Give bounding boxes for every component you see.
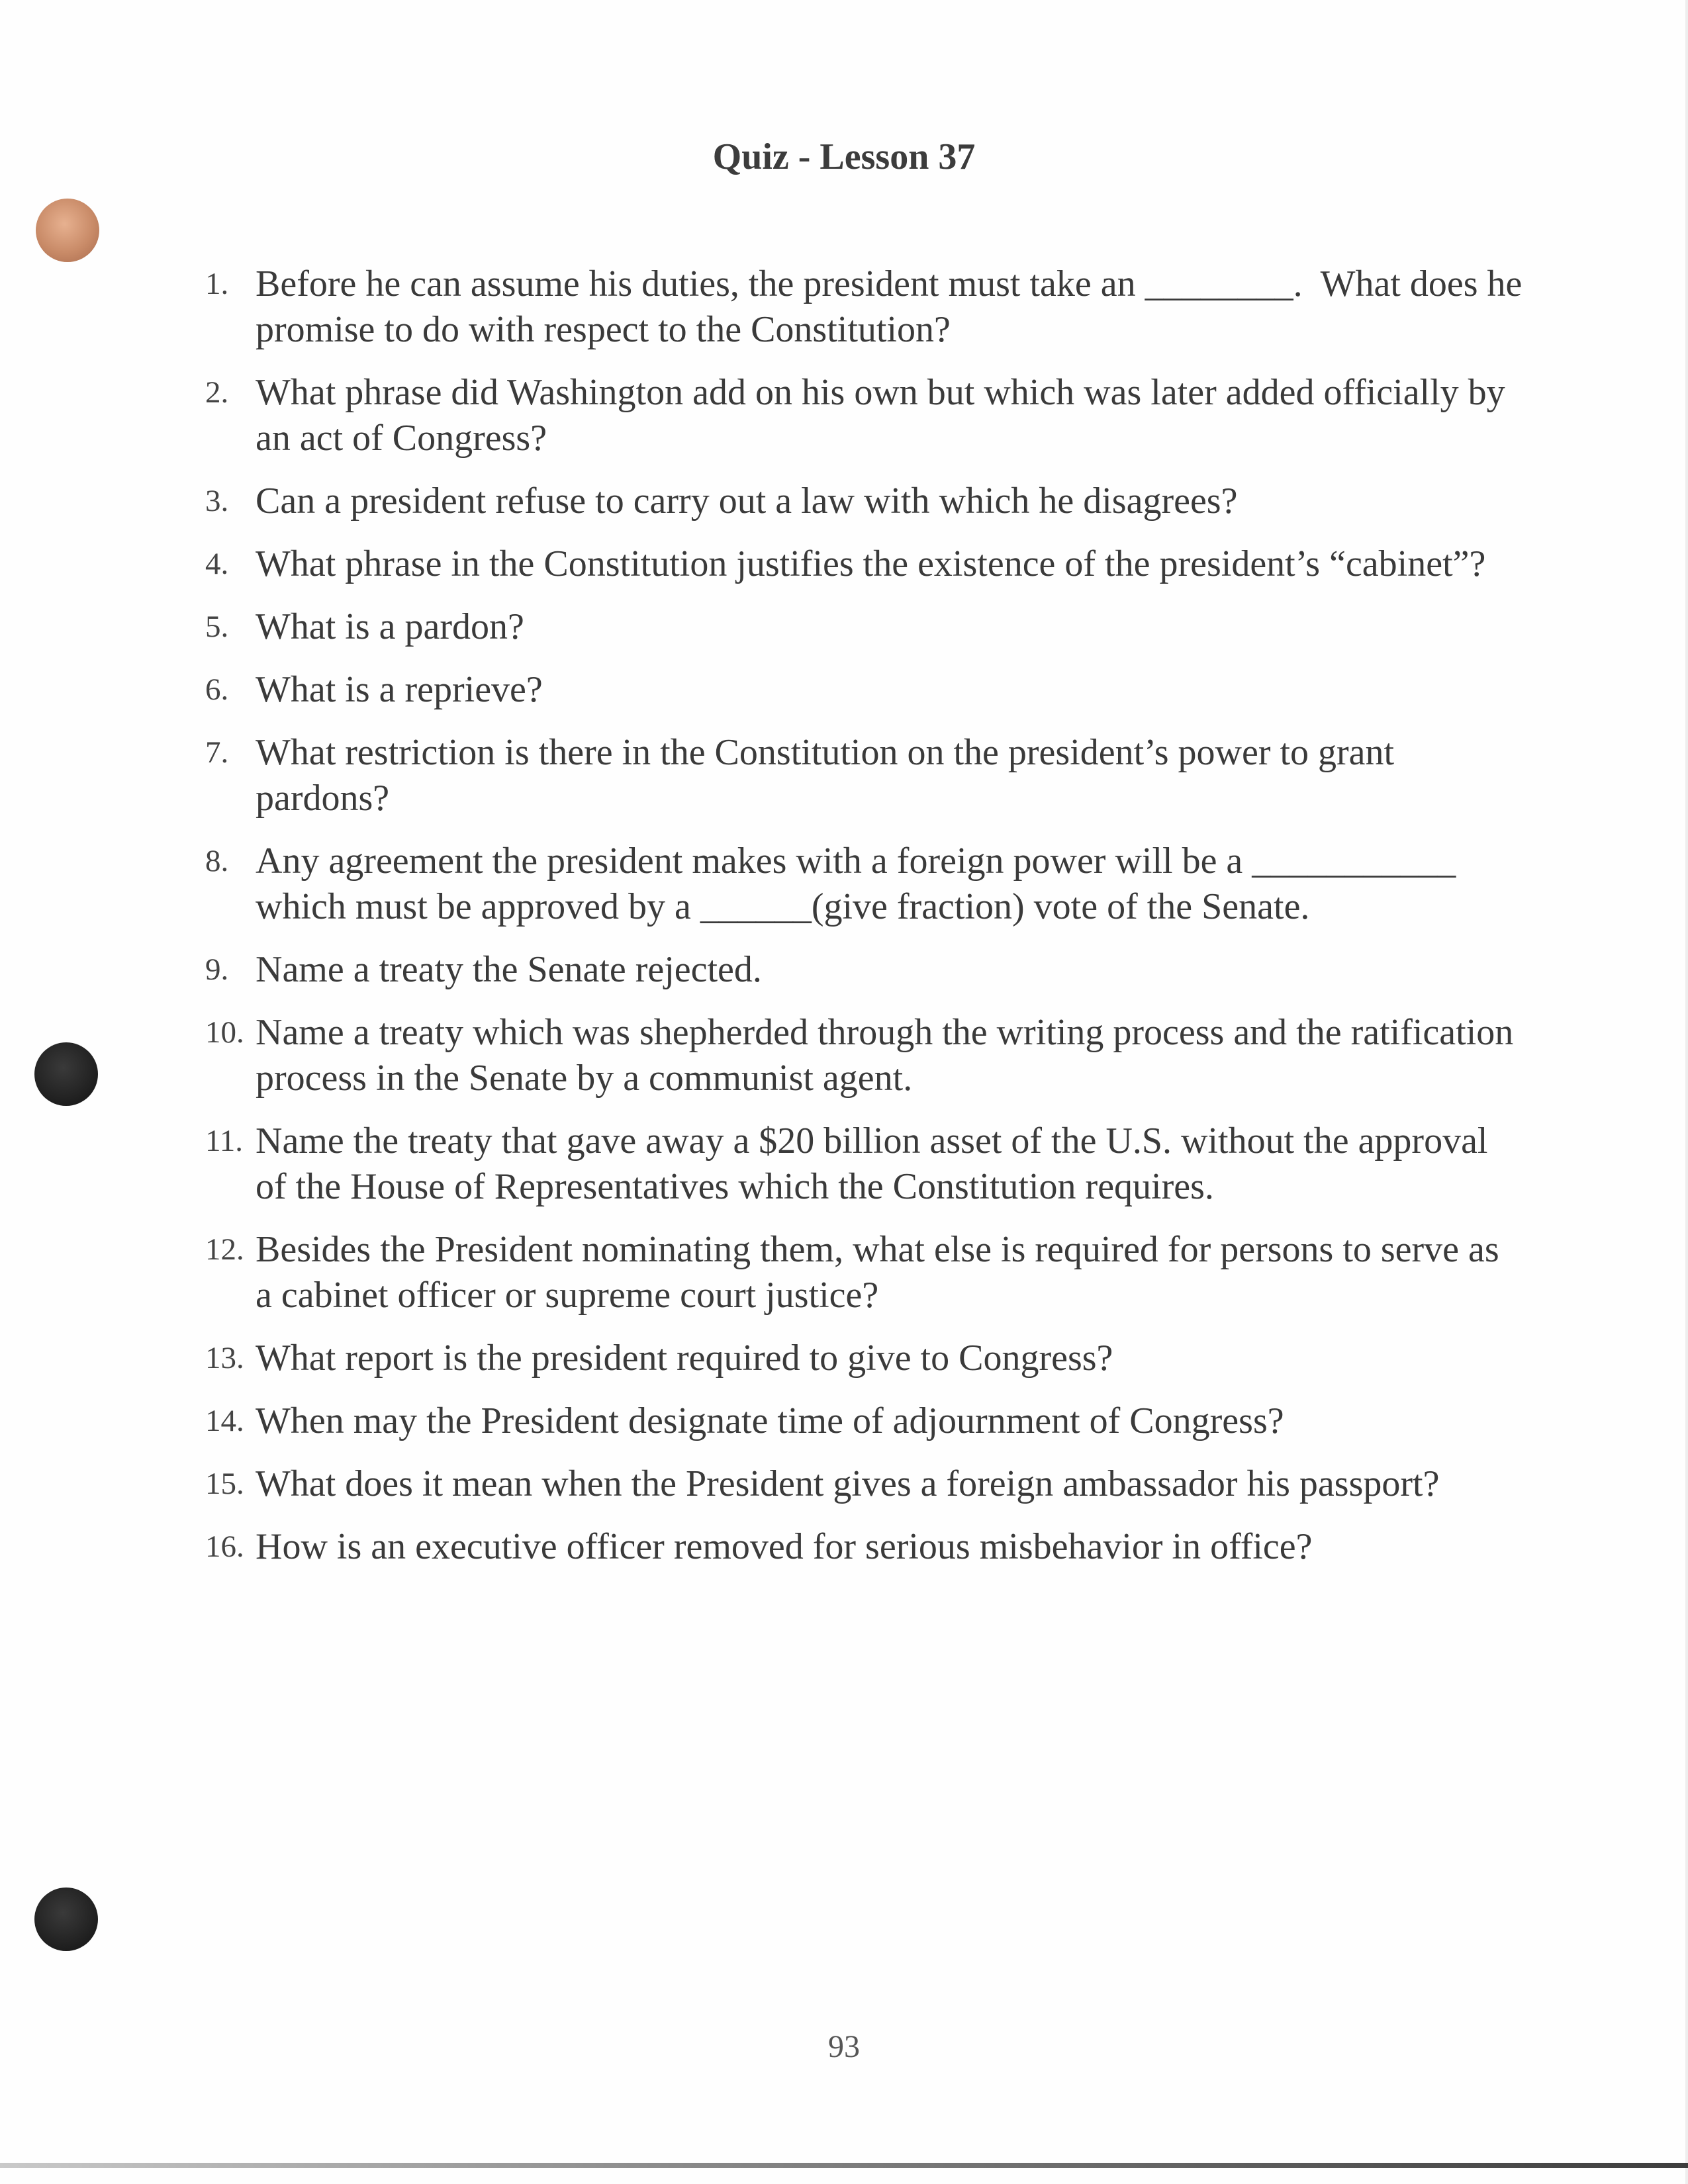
question-text: What does it mean when the President gives a foreign ambassador his passport? [256,1463,1440,1504]
question-item [205,1118,1523,1210]
question-number: 14. [205,1404,244,1438]
question-list [205,261,1532,1587]
question-number: 5. [205,610,229,644]
question-text: What restriction is there in the Constitution on the president’s power to grant pardons? [256,732,1404,819]
question-item [205,478,1523,524]
question-number: 11. [205,1124,244,1158]
question-number: 16. [205,1529,244,1564]
question-number: 3. [205,484,229,518]
binder-hole-top [36,199,99,262]
question-item [205,1227,1523,1318]
question-item [205,261,1532,353]
question-number: 6. [205,672,229,707]
scan-bottom-edge [0,2163,1688,2168]
page-number: 93 [828,2029,860,2064]
question-item [205,1398,1523,1444]
question-number: 10. [205,1015,244,1050]
question-number: 15. [205,1467,244,1501]
question-number: 4. [205,547,229,581]
question-text: Any agreement the president makes with a foreign power will be a ___________ which must be approved by a ______(give fraction) vote of the Senate. [256,841,1466,927]
question-item [205,1461,1523,1507]
question-item [205,947,1523,993]
question-text: Before he can assume his duties, the president must take an ________. What does he promise to do with respect to the Constitution? [256,263,1532,350]
question-text: Name the treaty that gave away a $20 billion asset of the U.S. without the approval of the House of Representatives which the Constitution requires. [256,1120,1497,1207]
question-text: What report is the president required to give to Congress? [256,1338,1113,1379]
question-text: Name a treaty the Senate rejected. [256,949,762,990]
question-number: 7. [205,735,229,770]
question-item [205,667,1523,713]
question-item [205,541,1523,587]
question-text: When may the President designate time of adjournment of Congress? [256,1400,1284,1441]
question-item [205,839,1523,930]
question-text: What phrase in the Constitution justifies the existence of the president’s “cabinet”? [256,543,1486,584]
question-text: Name a treaty which was shepherded through the writing process and the ratification process in the Senate by a communist agent. [256,1012,1523,1099]
question-text: What is a reprieve? [256,669,543,710]
binder-hole-bottom [34,1888,98,1951]
question-text: Besides the President nominating them, what else is required for persons to serve as a cabinet officer or supreme court justice? [256,1229,1509,1316]
question-number: 9. [205,952,229,987]
question-number: 12. [205,1232,244,1267]
question-item [205,1010,1523,1101]
question-item [205,730,1523,821]
question-text: How is an executive officer removed for serious misbehavior in office? [256,1526,1313,1567]
question-number: 1. [205,267,229,301]
question-text: What phrase did Washington add on his own but which was later added officially by an act of Congress? [256,372,1515,459]
scan-right-edge [1685,0,1688,2184]
question-number: 13. [205,1341,244,1375]
question-item [205,604,1523,650]
question-item [205,1524,1523,1570]
question-item [205,370,1523,461]
question-item [205,1336,1523,1381]
question-text: What is a pardon? [256,606,524,647]
question-text: Can a president refuse to carry out a law with which he disagrees? [256,480,1238,522]
binder-hole-middle [34,1042,98,1106]
page-title: Quiz - Lesson 37 [712,136,976,177]
question-number: 8. [205,844,229,878]
question-number: 2. [205,375,229,410]
